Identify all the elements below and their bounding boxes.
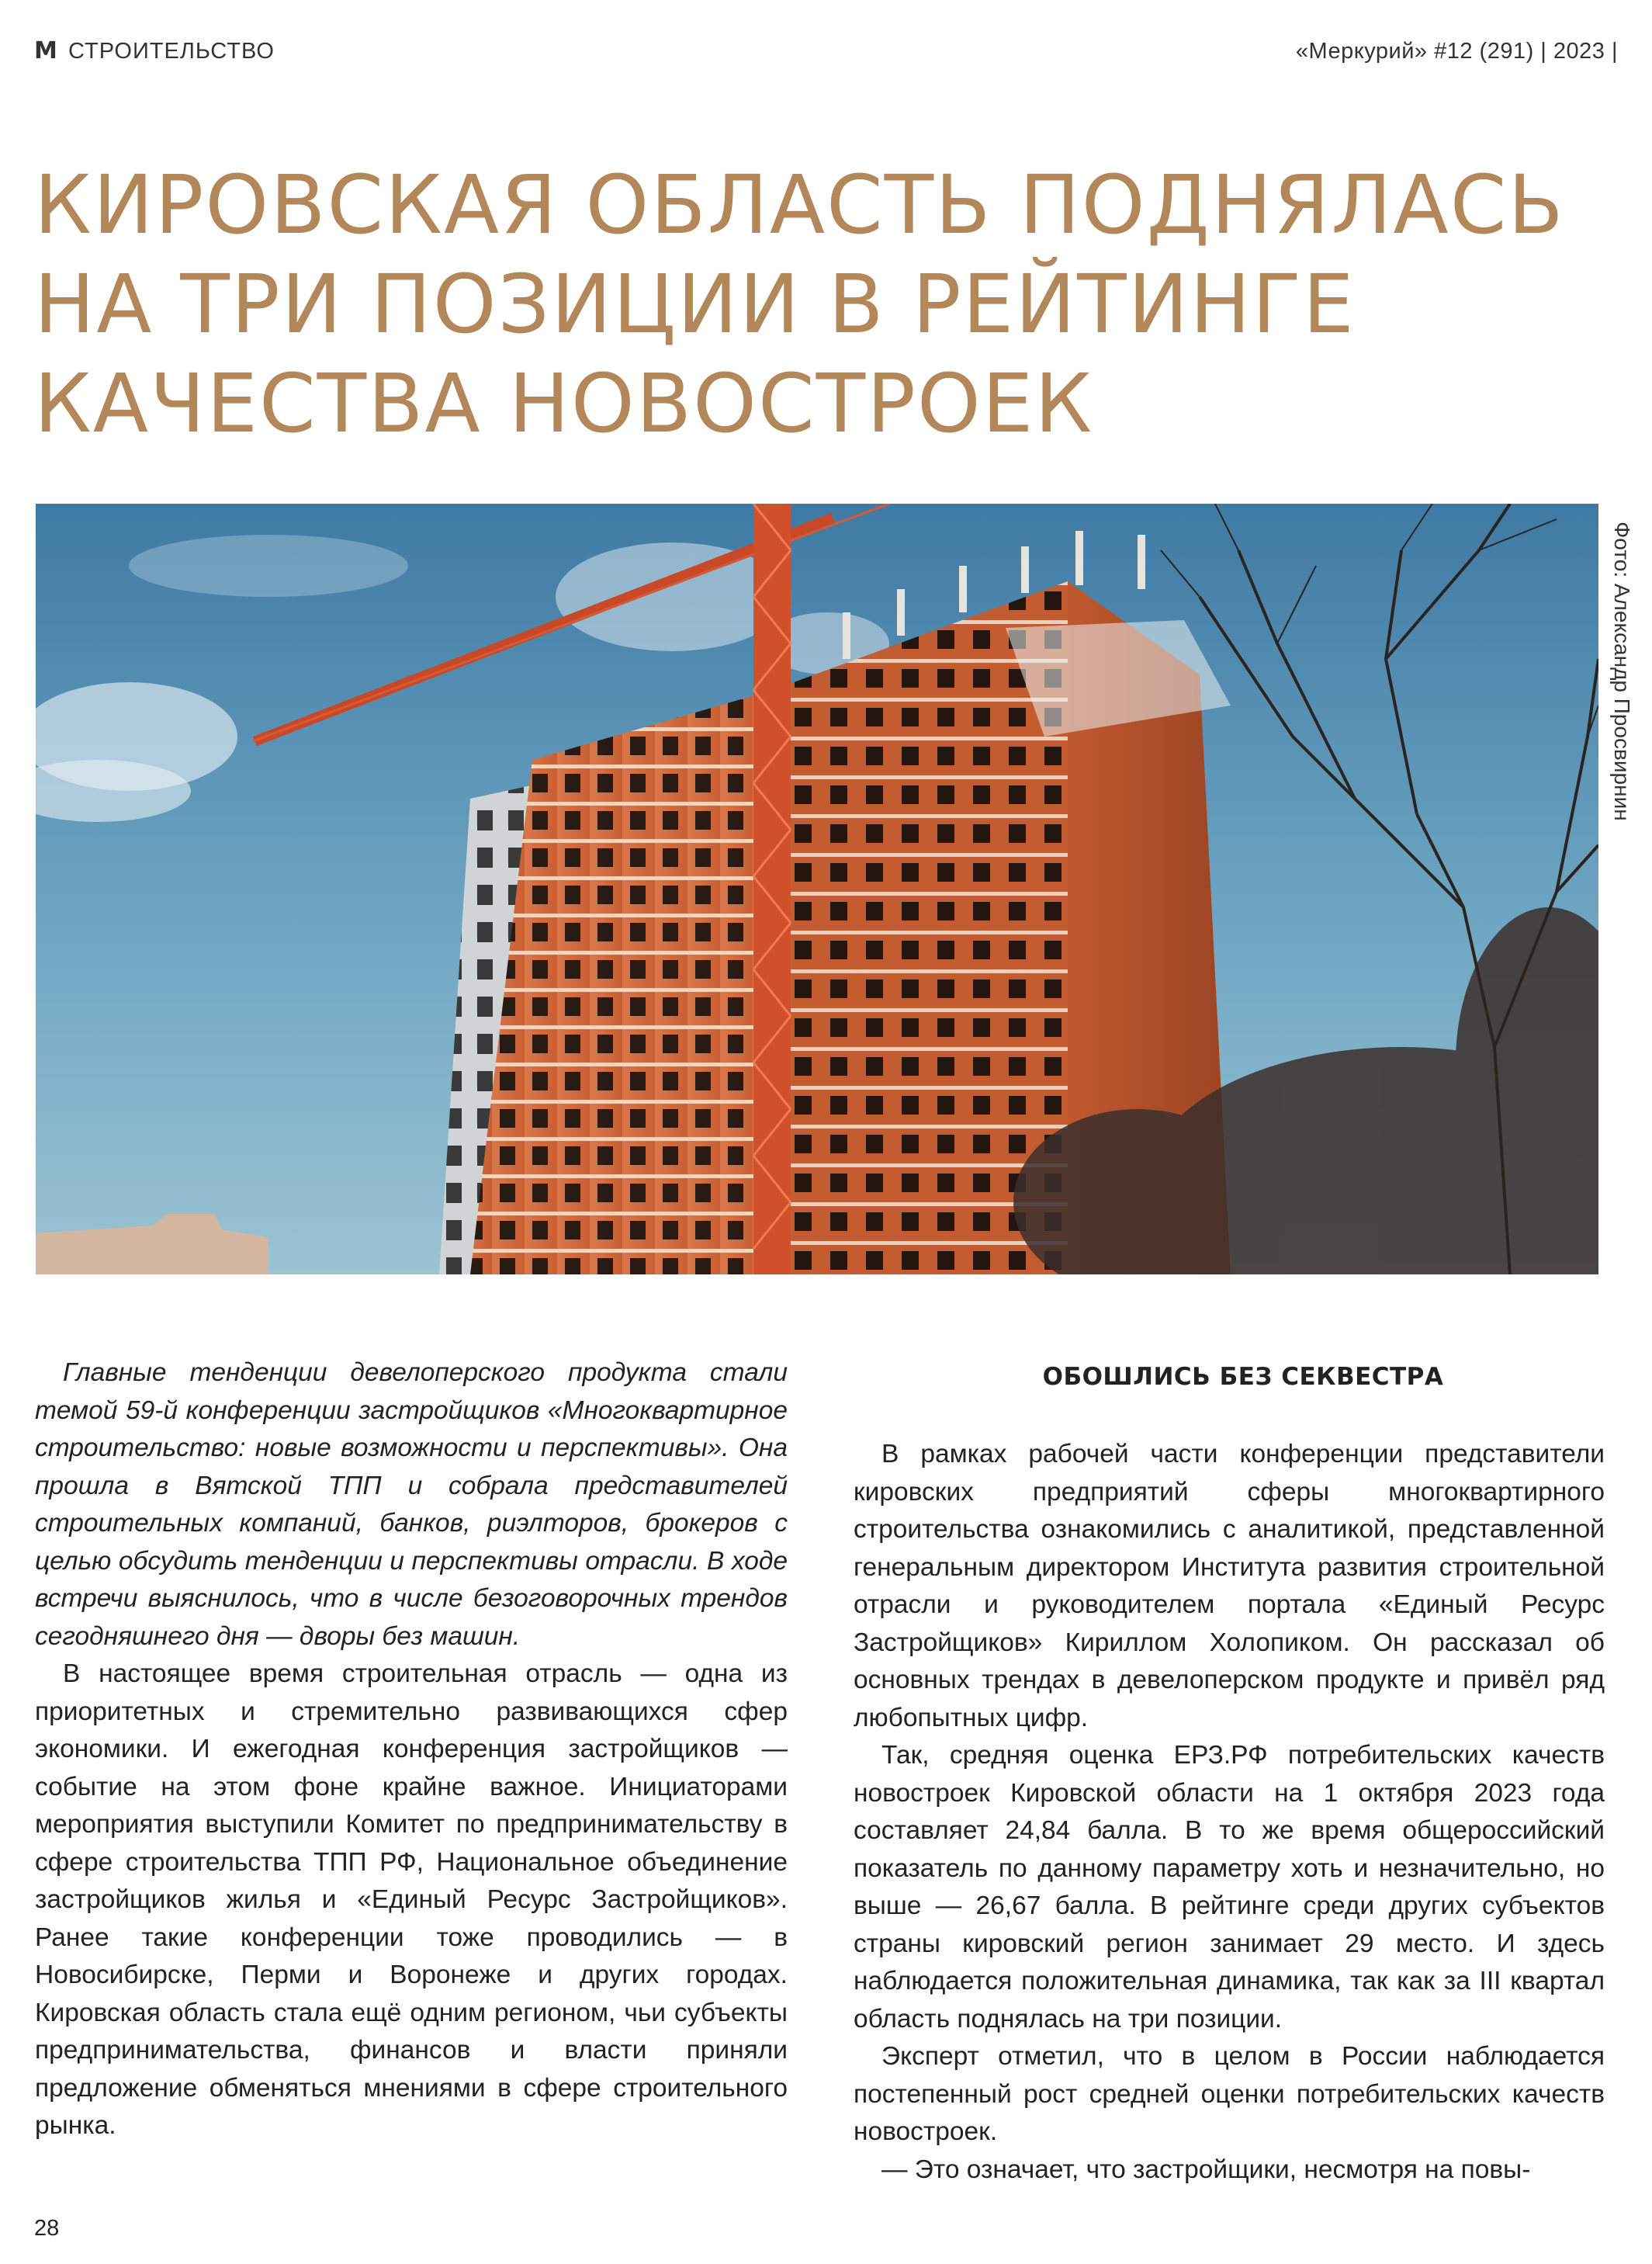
photo-credit xyxy=(1608,522,1636,871)
magazine-logo: M xyxy=(34,37,57,64)
subheading: ОБОШЛИСЬ БЕЗ СЕКВЕСТРА xyxy=(1042,1363,1444,1391)
lead-paragraph: Главные тенденции девелоперского продукта стали темой 59-й конференции застройщиков «Многоквартирное строительство: новые возможности и перспективы». Она прошла в Вятской ТПП и собрала представителей строительных компаний, банков, риэлторов, брокеров с целью обсудить тенденции и перспективы отрасли. В ходе встречи выяснилось, что в числе безоговорочных трендов сегодняшнего дня — дворы без машин. xyxy=(35,1358,788,1651)
body-paragraph: В рамках рабочей части конференции представители кировских предприятий сферы многоквартирного строительства ознакомились с аналитикой, представленной генеральным директором Института развития строительной отрасли и руководителем портала «Единый Ресурс Застройщиков» Кириллом Холопиком. Он рассказал об основных трендах в девелоперском продукте и привёл ряд любопытных цифр. xyxy=(854,1440,1605,1732)
title-line-2: НА ТРИ ПОЗИЦИИ В РЕЙТИНГЕ xyxy=(34,257,1356,352)
title-line-3: КАЧЕСТВА НОВОСТРОЕК xyxy=(34,356,1094,451)
article-title xyxy=(34,155,1625,453)
body-paragraph: Так, средняя оценка ЕРЗ.РФ потребительских качеств новостроек Кировской области на 1 октября 2023 года составляет 24,84 балла. В то же время общероссийский показатель по данному параметру хоть и незначительно, но выше — 26,67 балла. В рейтинге среди других субъектов страны кировский регион занимает 29 место. И здесь наблюдается положительная динамика, так как за III квартал область поднялась на три позиции. xyxy=(854,1741,1605,2033)
page-header xyxy=(34,36,1618,67)
title-line-1: КИРОВСКАЯ ОБЛАСТЬ ПОДНЯЛАСЬ xyxy=(34,158,1565,252)
construction-photo xyxy=(36,504,1598,1274)
body-paragraph: Эксперт отметил, что в целом в России наблюдается постепенный рост средней оценки потребительских качеств новостроек. xyxy=(854,2042,1605,2146)
article-column-2 xyxy=(854,1354,1605,2189)
article-column-1 xyxy=(35,1354,788,2145)
photo-credit-text: Фото: Александр Просвирнин xyxy=(1610,522,1634,821)
body-paragraph: — Это означает, что застройщики, несмотря на повы- xyxy=(881,2155,1531,2184)
section-label: СТРОИТЕЛЬСТВО xyxy=(68,39,275,64)
body-paragraph: В настоящее время строительная отрасль — одна из приоритетных и стремительно развивающихся сфер экономики. И ежегодная конференция застройщиков — событие на этом фоне крайне важное. Инициаторами мероприятия выступили Комитет по предпринимательству в сфере строительства ТПП РФ, Национальное объединение застройщиков жилья и «Единый Ресурс Застройщиков». Ранее такие конференции тоже проводились — в Новосибирске, Перми и Воронеже и других городах. Кировская область стала ещё одним регионом, чьи субъекты предпринимательства, финансов и власти приняли предложение обменяться мнениями в сфере строительного рынка. xyxy=(35,1659,788,2140)
issue-info: «Меркурий» #12 (291) | 2023 | xyxy=(1295,39,1618,64)
page-number: 28 xyxy=(34,2216,60,2241)
